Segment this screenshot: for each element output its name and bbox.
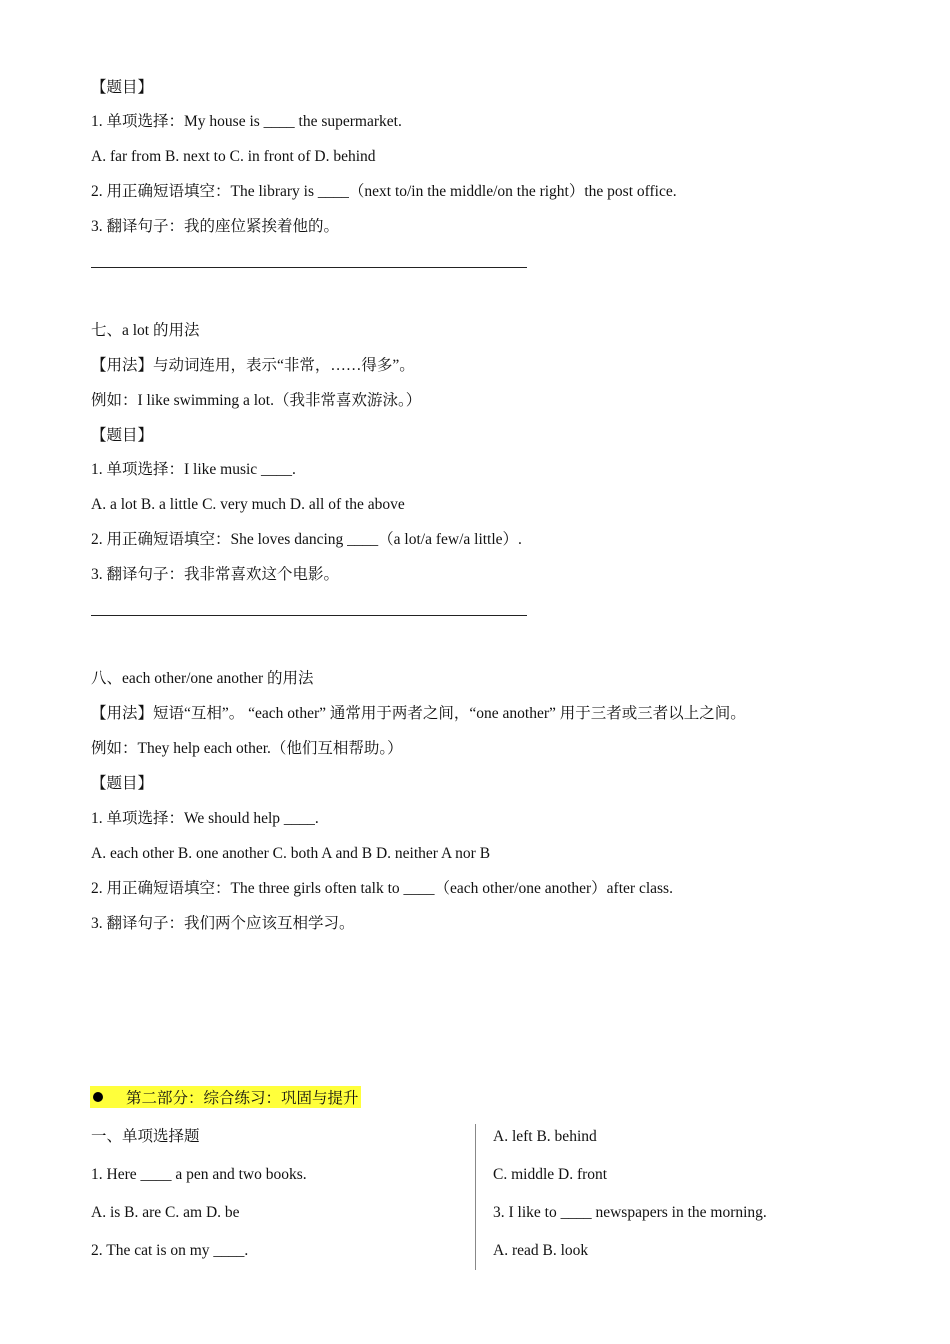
example-sentence: 例如：They help each other.（他们互相帮助。） — [91, 740, 403, 757]
section-title: 八、each other/one another 的用法 — [91, 670, 314, 687]
exercise-question-2-options-b: C. middle D. front — [493, 1166, 608, 1183]
exercise-question-1-options: A. is B. are C. am D. be — [91, 1204, 240, 1221]
question-2: 2. 用正确短语填空：The three girls often talk to ____（each other/one another）after class. — [91, 880, 673, 897]
question-2: 2. 用正确短语填空：The library is ____（next to/in the middle/on the right）the post office. — [91, 183, 677, 200]
exercise-question-3: 3. I like to ____ newspapers in the morning. — [493, 1204, 767, 1221]
question-1: 1. 单项选择：I like music ____. — [91, 461, 296, 478]
exercise-question-1: 1. Here ____ a pen and two books. — [91, 1166, 307, 1183]
bullet-icon — [93, 1092, 103, 1102]
question-3: 3. 翻译句子：我非常喜欢这个电影。 — [91, 566, 340, 583]
usage-note: 【用法】与动词连用，表示“非常，……得多”。 — [91, 357, 415, 374]
example-sentence: 例如：I like swimming a lot.（我非常喜欢游泳。） — [91, 392, 422, 409]
exercise-question-3-options: A. read B. look — [493, 1242, 589, 1259]
question-1-options: A. far from B. next to C. in front of D. behind — [91, 148, 376, 165]
section-title: 七、a lot 的用法 — [91, 322, 200, 339]
question-heading: 【题目】 — [91, 775, 154, 792]
question-heading: 【题目】 — [91, 79, 154, 96]
question-1: 1. 单项选择：My house is ____ the supermarket. — [91, 113, 402, 130]
exercise-title: 一、单项选择题 — [91, 1128, 200, 1145]
column-divider — [475, 1124, 476, 1270]
answer-line — [91, 615, 527, 616]
question-1-options: A. a lot B. a little C. very much D. all of the above — [91, 496, 405, 513]
exercise-question-2: 2. The cat is on my ____. — [91, 1242, 249, 1259]
part-heading-text: 第二部分：综合练习：巩固与提升 — [126, 1090, 359, 1107]
question-3: 3. 翻译句子：我们两个应该互相学习。 — [91, 915, 355, 932]
exercise-question-2-options-a: A. left B. behind — [493, 1128, 597, 1145]
question-3: 3. 翻译句子：我的座位紧挨着他的。 — [91, 218, 340, 235]
part-heading — [90, 1086, 361, 1108]
question-heading: 【题目】 — [91, 427, 154, 444]
question-2: 2. 用正确短语填空：She loves dancing ____（a lot/a few/a little）. — [91, 531, 522, 548]
usage-note: 【用法】短语“互相”。 “each other” 通常用于两者之间，“one another” 用于三者或三者以上之间。 — [91, 705, 746, 722]
answer-line — [91, 267, 527, 268]
question-1: 1. 单项选择：We should help ____. — [91, 810, 319, 827]
question-1-options: A. each other B. one another C. both A and B D. neither A nor B — [91, 845, 491, 862]
